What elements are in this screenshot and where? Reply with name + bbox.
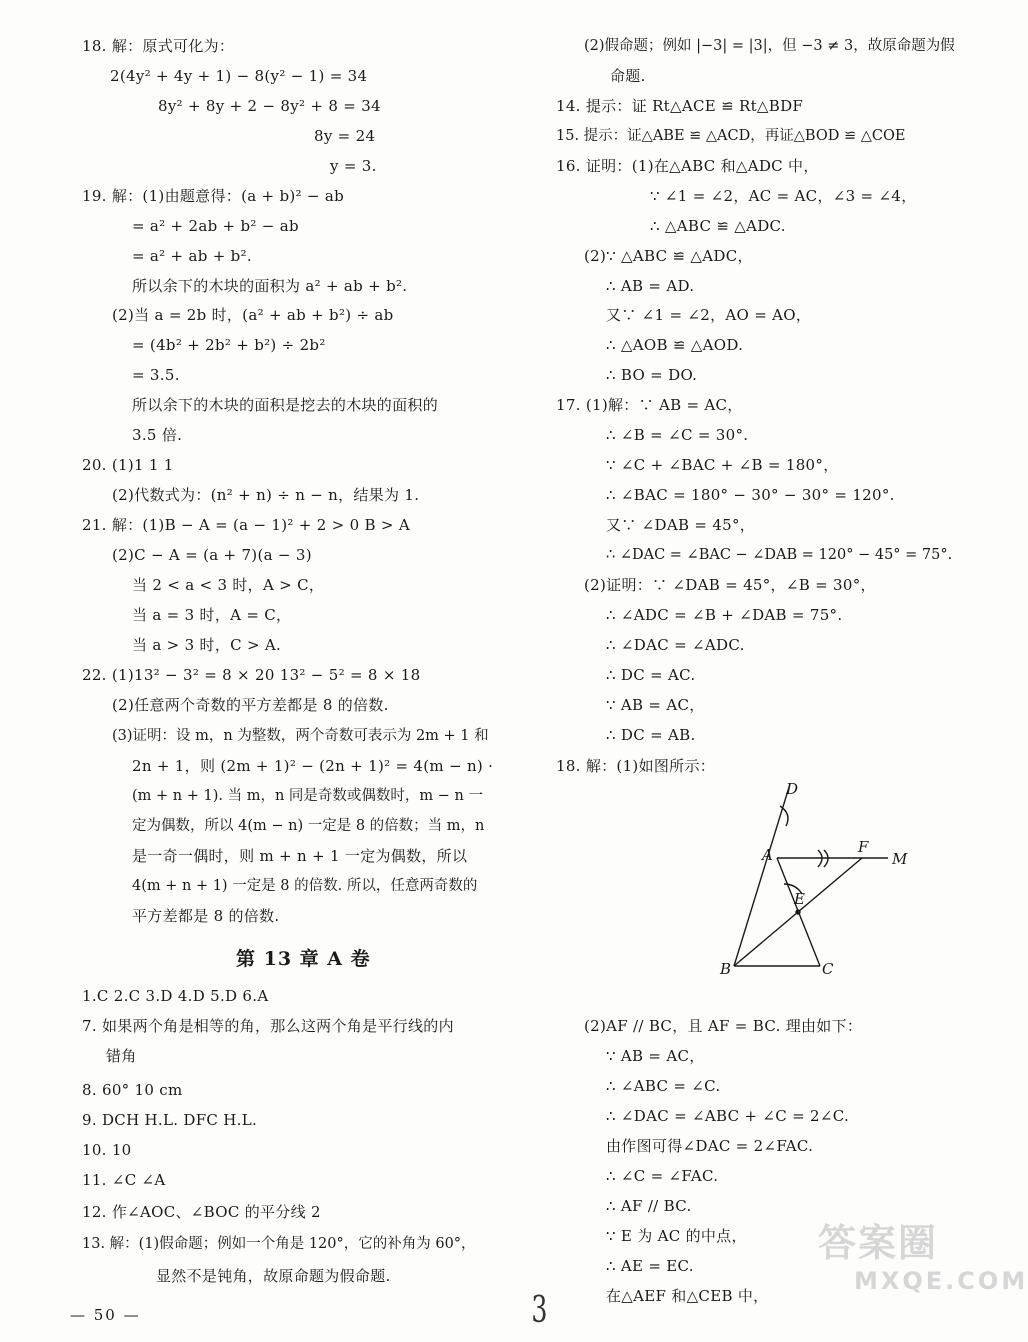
text-line: 18. 解：(1)如图所示： [556,757,716,775]
text-line: 所以余下的木块的面积为 a² + ab + b². [132,277,408,295]
text-line: ∴ DC = AB. [606,726,696,744]
label-c: C [822,960,834,978]
text-line: 当 a = 3 时，A = C， [132,606,292,624]
text-line: (3)证明：设 m，n 为整数，两个奇数可表示为 2m + 1 和 [112,728,489,744]
text-line: 又∵ ∠DAB = 45°， [606,516,756,534]
text-line: 4(m + n + 1) 一定是 8 的倍数. 所以，任意两奇数的 [132,878,478,894]
text-line: (2)证明：∵ ∠DAB = 45°，∠B = 30°， [584,576,876,594]
text-line: 19. 解：(1)由题意得：(a + b)² − ab [82,187,344,205]
text-line: 7. 如果两个角是相等的角，那么这两个角是平行线的内 [82,1017,454,1035]
text-line: 22. (1)13² − 3² = 8 × 20 13² − 5² = 8 × 18 [82,666,421,684]
label-a: A [762,846,773,864]
text-line: 由作图可得∠DAC = 2∠FAC. [606,1137,814,1155]
text-line: ∴ ∠B = ∠C = 30°. [606,426,749,444]
text-line: y = 3. [330,157,377,175]
text-line: 11. ∠C ∠A [82,1171,166,1189]
text-line: 所以余下的木块的面积是挖去的木块的面积的 [132,396,439,414]
text-line: ∴ ∠ABC = ∠C. [606,1077,721,1095]
text-line: = a² + 2ab + b² − ab [132,217,299,235]
ray-bd [734,784,790,966]
text-line: ∵ E 为 AC 的中点， [606,1227,747,1245]
text-line: 20. (1)1 1 1 [82,456,174,474]
text-line: 3.5 倍. [132,426,183,444]
chapter-heading: 第 13 章 A 卷 [236,948,371,970]
text-line: ∵ AB = AC， [606,696,705,714]
text-line: 17. (1)解：∵ AB = AC， [556,396,743,414]
text-line: (m + n + 1). 当 m，n 同是奇数或偶数时，m − n 一 [132,788,483,804]
text-line: = a² + ab + b². [132,247,252,265]
label-f: F [858,838,869,856]
text-line: ∴ BO = DO. [606,366,698,384]
watermark-url: MXQE.COM [854,1267,1028,1295]
text-line: (2)代数式为：(n² + n) ÷ n − n，结果为 1. [112,486,420,504]
text-line: 15. 提示：证△ABE ≌ △ACD，再证△BOD ≌ △COE [556,128,906,144]
text-line: ∵ ∠1 = ∠2，AC = AC，∠3 = ∠4， [650,187,917,205]
text-line: 显然不是钝角，故原命题为假命题. [156,1267,391,1285]
text-line: = (4b² + 2b² + b²) ÷ 2b² [132,336,326,354]
text-line: 21. 解：(1)B − A = (a − 1)² + 2 > 0 B > A [82,516,410,534]
text-line: 14. 提示：证 Rt△ACE ≌ Rt△BDF [556,97,804,115]
text-line: 错角 [106,1047,137,1065]
label-m: M [892,850,908,868]
text-line: 1.C 2.C 3.D 4.D 5.D 6.A [82,987,269,1005]
text-line: 12. 作∠AOC、∠BOC 的平分线 2 [82,1203,321,1221]
text-line: 平方差都是 8 的倍数. [132,907,280,925]
text-line: 2n + 1，则 (2m + 1)² − (2n + 1)² = 4(m − n) · [132,757,494,775]
text-line: 13. 解：(1)假命题；例如一个角是 120°，它的补角为 60°， [82,1236,476,1252]
watermark-title: 答案圈 [818,1221,939,1265]
text-line: 9. DCH H.L. DFC H.L. [82,1111,258,1129]
text-line: ∴ AE = EC. [606,1257,694,1275]
handwritten-mark: 3 [531,1290,548,1331]
text-line: (2)∵ △ABC ≌ △ADC， [584,247,753,265]
text-line: 16. 证明：(1)在△ABC 和△ADC 中， [556,157,819,175]
text-line: ∴ ∠DAC = ∠ABC + ∠C = 2∠C. [606,1107,850,1125]
text-line: ∴ DC = AC. [606,666,696,684]
text-line: (2)假命题；例如 |−3| = |3|，但 −3 ≠ 3，故原命题为假 [584,38,955,54]
text-line: 当 a > 3 时，C > A. [132,636,282,654]
text-line: ∴ ∠C = ∠FAC. [606,1167,719,1185]
text-line: ∴ △AOB ≌ △AOD. [606,336,744,354]
text-line: 10. 10 [82,1141,132,1159]
label-b: B [720,960,732,978]
arc-mark-d [780,806,788,826]
text-line: ∵ ∠C + ∠BAC + ∠B = 180°， [606,456,839,474]
text-line: ∴ △ABC ≌ △ADC. [650,217,786,235]
text-line: (2)C − A = (a + 7)(a − 3) [112,546,312,564]
watermark-logo [818,1212,1028,1295]
text-line: 命题. [610,67,646,85]
text-line: 定为偶数，所以 4(m − n) 一定是 8 的倍数；当 m，n [132,818,485,834]
text-line: 8y² + 8y + 2 − 8y² + 8 = 34 [158,97,381,115]
text-line: 在△AEF 和△CEB 中， [606,1287,769,1305]
text-line: ∴ ∠BAC = 180° − 30° − 30° = 120°. [606,486,895,504]
text-line: (2)当 a = 2b 时，(a² + ab + b²) ÷ ab [112,306,394,324]
label-d: D [786,780,799,798]
page-number: — 50 — [70,1306,141,1324]
text-line: 18. 解：原式可化为： [82,37,235,55]
text-line: (2)AF // BC，且 AF = BC. 理由如下： [584,1017,863,1035]
geometry-figure [720,772,920,982]
point-e [796,910,800,914]
text-line: 8. 60° 10 cm [82,1081,183,1099]
text-line: = 3.5. [132,366,180,384]
text-line: ∴ ∠DAC = ∠BAC − ∠DAB = 120° − 45° = 75°. [606,547,953,563]
text-line: 又∵ ∠1 = ∠2，AO = AO， [606,306,812,324]
text-line: (2)任意两个奇数的平方差都是 8 的倍数. [112,696,389,714]
text-line: ∵ AB = AC， [606,1047,705,1065]
text-line: ∴ ∠ADC = ∠B + ∠DAB = 75°. [606,606,843,624]
text-line: ∴ AF // BC. [606,1197,692,1215]
text-line: 是一奇一偶时，则 m + n + 1 一定为偶数，所以 [132,847,468,865]
text-line: 当 2 < a < 3 时，A > C， [132,576,325,594]
text-line: 2(4y² + 4y + 1) − 8(y² − 1) = 34 [110,67,368,85]
text-line: ∴ AB = AD. [606,277,695,295]
label-e: E [794,890,805,908]
text-line: ∴ ∠DAC = ∠ADC. [606,636,745,654]
text-line: 8y = 24 [314,127,376,145]
